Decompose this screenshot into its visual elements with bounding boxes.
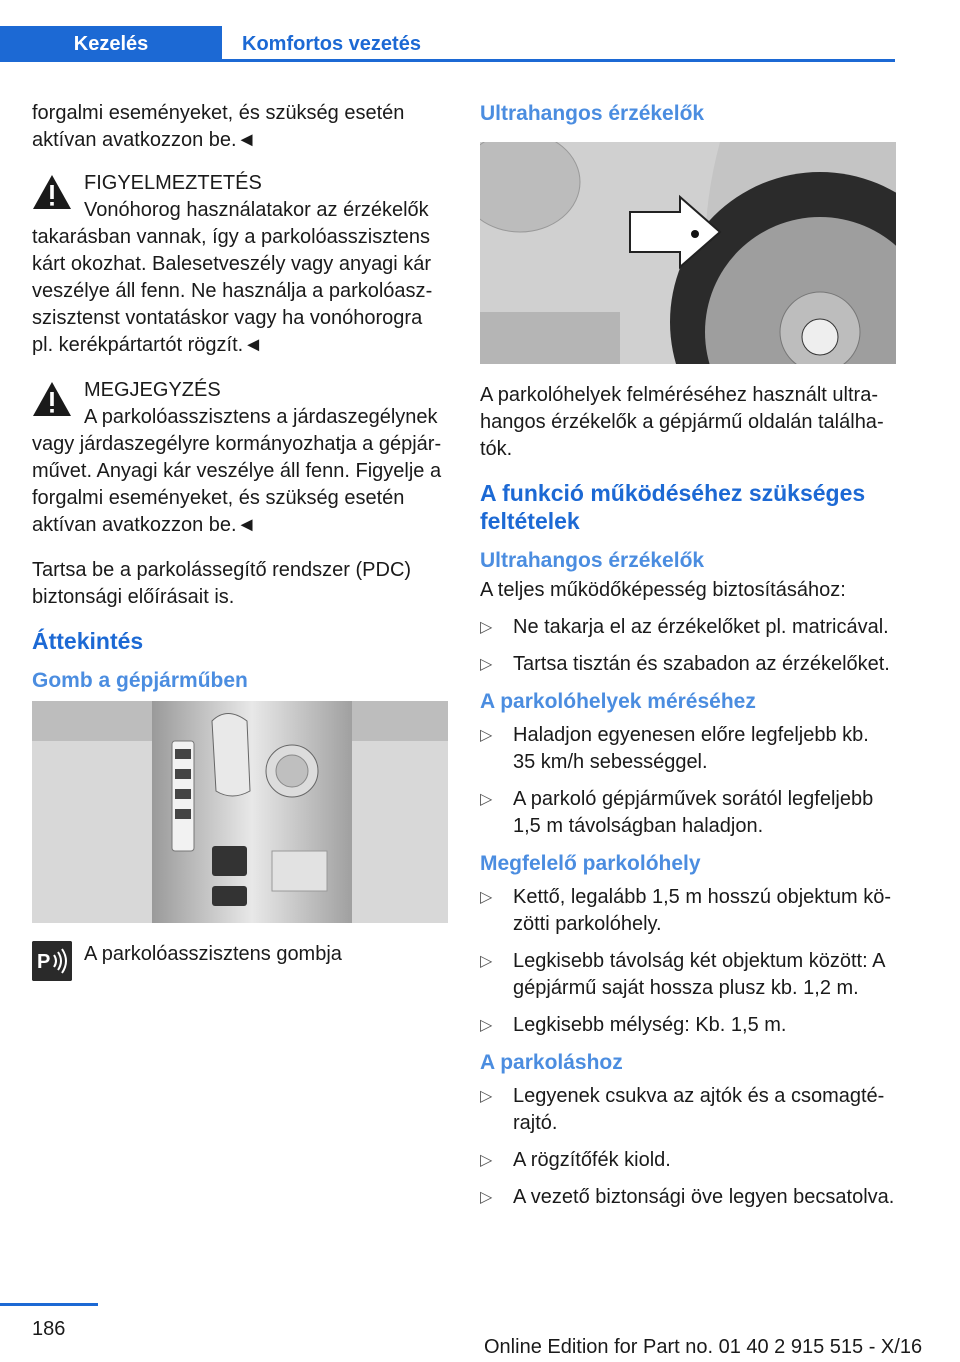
paragraph: forgalmi eseményeket, és szükség esetén aktívan avatkozzon be.◄ bbox=[32, 102, 405, 151]
list-item: ▷ Legkisebb távolság két objektum között: A gépjármű saját hossza plusz kb. 1,2 m. bbox=[480, 948, 896, 1002]
warning-triangle-icon bbox=[32, 381, 72, 417]
page-number: 186 bbox=[32, 1318, 66, 1340]
heading-overview: Áttekintés bbox=[32, 628, 144, 654]
warning-title: FIGYELMEZTETÉS bbox=[84, 172, 262, 194]
warning-block bbox=[32, 170, 448, 359]
sensors-list bbox=[480, 614, 896, 678]
park-assist-button-icon bbox=[32, 941, 72, 981]
page-header bbox=[0, 26, 895, 62]
list-item: ▷ A vezető biztonsági öve legyen becsatolva. bbox=[480, 1184, 896, 1211]
svg-text:P: P bbox=[37, 951, 51, 973]
list-item: ▷ Ne takarja el az érzékelőket pl. matricával. bbox=[480, 614, 896, 641]
note-text: vagy járdaszegélyre kormányozhatja a gépjárművet. Anyagi kár veszélye áll fenn. Figyelje a forgalmi eseményeket, és szükség esetén aktívan avatkozzon be.◄ bbox=[32, 433, 442, 536]
button-caption: A parkolóasszisztens gombja bbox=[84, 943, 342, 965]
sensors-caption: A parkolóhelyek felméréséhez használt ultrahangos érzékelők a gépjármű oldalán találhatók. bbox=[480, 384, 884, 460]
list-item: ▷ A parkoló gépjárművek sorától legfeljebb 1,5 m távolságban haladjon. bbox=[480, 786, 896, 840]
suitable-list bbox=[480, 884, 896, 1039]
sensors-intro: A teljes működőképesség biztosításához: bbox=[480, 579, 846, 601]
list-item: ▷ Kettő, legalább 1,5 m hosszú objektum közötti parkolóhely. bbox=[480, 884, 896, 938]
warning-text: takarásban vannak, így a parkolóasszisztens kárt okozhat. Balesetveszély vagy anyagi kár veszélye áll fenn. Ne használja a parkolóaszszisztenst vontatáskor vagy ha vonóhorogra pl. kerékpártartót rögzít.◄ bbox=[32, 226, 433, 356]
button-caption-row bbox=[32, 941, 448, 981]
center-console-illustration bbox=[32, 701, 448, 923]
heading-button: Gomb a gépjárműben bbox=[32, 669, 248, 692]
heading-measure: A parkolóhelyek méréséhez bbox=[480, 690, 756, 713]
list-item: ▷ Haladjon egyenesen előre legfeljebb kb. 35 km/h sebességgel. bbox=[480, 722, 896, 776]
wheel-sensor-image bbox=[480, 142, 896, 364]
left-column bbox=[32, 100, 448, 981]
section-tab: Komfortos vezetés bbox=[242, 32, 421, 55]
header-rule bbox=[222, 59, 895, 62]
center-console-image bbox=[32, 701, 448, 923]
heading-parking: A parkoláshoz bbox=[480, 1051, 623, 1074]
heading-conditions: A funkció működéséhez szükséges feltételek bbox=[480, 480, 866, 534]
edition-text: Online Edition for Part no. 01 40 2 915 515 - X/16 bbox=[484, 1336, 923, 1358]
heading-sensors: Ultrahangos érzékelők bbox=[480, 102, 705, 125]
note-line: A parkolóasszisztens a járdaszegélynek bbox=[84, 406, 438, 428]
heading-sensors-2: Ultrahangos érzékelők bbox=[480, 549, 705, 572]
chapter-tab: Kezelés bbox=[0, 26, 222, 62]
measure-list bbox=[480, 722, 896, 840]
warning-line: Vonóhorog használatakor az érzékelők bbox=[84, 199, 429, 221]
heading-suitable: Megfelelő parkolóhely bbox=[480, 852, 701, 875]
paragraph: Tartsa be a parkolássegítő rendszer (PDC) biztonsági előírásait is. bbox=[32, 559, 412, 608]
footer-rule bbox=[0, 1303, 98, 1306]
list-item: ▷ Legyenek csukva az ajtók és a csomagtérajtó. bbox=[480, 1083, 896, 1137]
list-item: ▷ A rögzítőfék kiold. bbox=[480, 1147, 896, 1174]
warning-triangle-icon bbox=[32, 174, 72, 210]
parking-list bbox=[480, 1083, 896, 1211]
list-item: ▷ Legkisebb mélység: Kb. 1,5 m. bbox=[480, 1012, 896, 1039]
wheel-illustration bbox=[480, 142, 896, 364]
list-item: ▷ Tartsa tisztán és szabadon az érzékelőket. bbox=[480, 651, 896, 678]
note-title: MEGJEGYZÉS bbox=[84, 379, 221, 401]
note-block bbox=[32, 377, 448, 539]
right-column bbox=[480, 100, 896, 1221]
